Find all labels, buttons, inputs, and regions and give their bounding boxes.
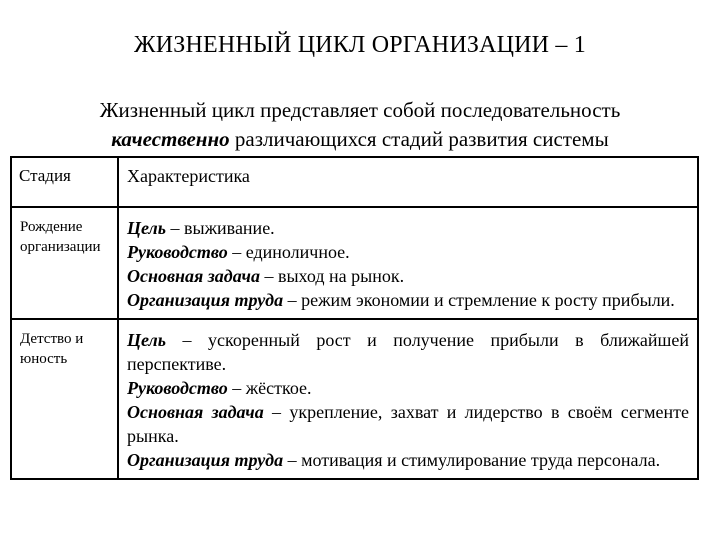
characteristic-cell (118, 207, 698, 319)
item-text: – мотивация и стимулирование труда персонала. (283, 450, 661, 470)
header-characteristic: Характеристика (118, 157, 698, 207)
subtitle-emphasis: качественно (111, 127, 230, 151)
item-key: Организация труда (127, 450, 284, 470)
characteristic-item (127, 376, 689, 400)
characteristic-item (127, 216, 689, 240)
page-title: ЖИЗНЕННЫЙ ЦИКЛ ОРГАНИЗАЦИИ – 1 (133, 32, 586, 58)
stage-cell: Рождение организации (11, 207, 118, 319)
header-stage: Стадия (11, 157, 118, 207)
characteristic-item (127, 264, 689, 288)
page-subtitle (0, 96, 720, 154)
item-key: Организация труда (127, 290, 284, 310)
item-text: – выход на рынок. (259, 266, 405, 286)
item-key: Основная задача (127, 266, 260, 286)
table-header-row (11, 157, 698, 207)
lifecycle-table (10, 156, 699, 480)
item-key: Руководство (127, 378, 228, 398)
item-text: – единоличное. (227, 242, 350, 262)
subtitle-line-2-rest: различающихся стадий развития системы (229, 127, 609, 151)
stage-cell: Детство и юность (11, 319, 118, 479)
table-row (11, 319, 698, 479)
item-text: – укрепление, захват и лидерство в своём сегменте рынка. (127, 402, 689, 446)
item-key: Руководство (127, 242, 228, 262)
item-key: Цель (127, 218, 167, 238)
characteristic-item (127, 288, 689, 312)
characteristic-item (127, 400, 689, 448)
subtitle-line-2 (0, 125, 720, 154)
item-key: Основная задача (127, 402, 264, 422)
table-row (11, 207, 698, 319)
item-text: – жёсткое. (227, 378, 312, 398)
item-text: – ускоренный рост и получение прибыли в ближайшей перспективе. (127, 330, 689, 374)
characteristic-item (127, 448, 689, 472)
item-text: – выживание. (166, 218, 275, 238)
characteristic-item (127, 240, 689, 264)
characteristic-cell (118, 319, 698, 479)
subtitle-line-1: Жизненный цикл представляет собой последовательность (99, 98, 621, 122)
characteristic-item (127, 328, 689, 376)
item-text: – режим экономии и стремление к росту прибыли. (283, 290, 675, 310)
item-key: Цель (127, 330, 167, 350)
